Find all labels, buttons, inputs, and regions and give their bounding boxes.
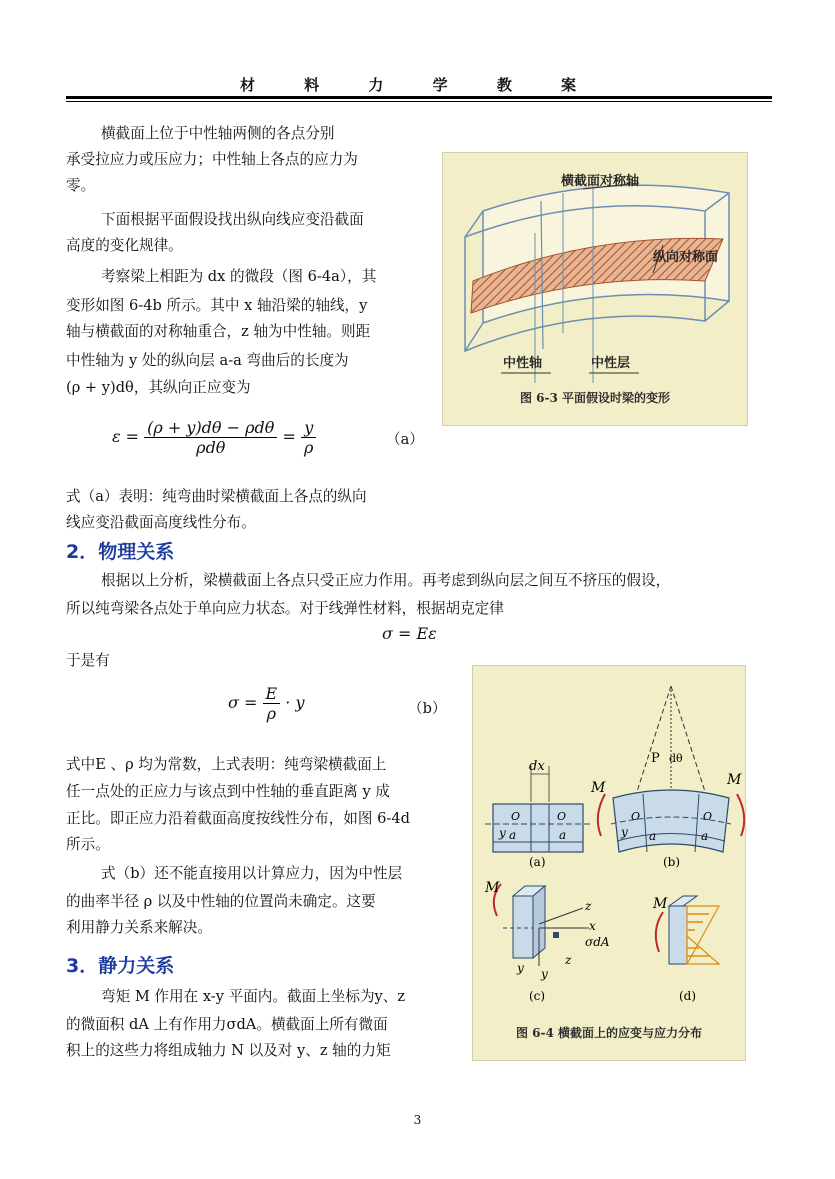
text-line: 所以纯弯梁各点处于单向应力状态。对于线弹性材料，根据胡克定律 bbox=[66, 600, 504, 617]
fig-c-y-label: y bbox=[517, 961, 524, 975]
eq-a-frac2 bbox=[301, 418, 316, 457]
fig-a-dx-label: dx bbox=[529, 759, 545, 774]
text-line: 零。 bbox=[66, 177, 96, 194]
fig-b-p-label: P bbox=[651, 751, 660, 766]
fig-c-m-label: M bbox=[485, 880, 500, 896]
eq-b-tag: （b） bbox=[408, 700, 447, 717]
text-line: 正比。即正应力沿着截面高度按线性分布，如图 6-4d bbox=[66, 810, 410, 827]
fig-b-m-label: M bbox=[727, 772, 742, 788]
text-line: 轴与横截面的对称轴重合，z 轴为中性轴。则距 bbox=[66, 323, 371, 340]
eq-a-den2: ρ bbox=[304, 438, 314, 457]
text-line: 弯矩 M 作用在 x-y 平面内。截面上坐标为y、z bbox=[101, 988, 406, 1005]
fig-b-a-label: a bbox=[649, 829, 657, 843]
equation-b bbox=[228, 684, 305, 723]
section-heading: 2．物理关系 bbox=[66, 541, 175, 563]
text-line: 任一点处的正应力与该点到中性轴的垂直距离 y 成 bbox=[66, 783, 390, 800]
text-line: 所示。 bbox=[66, 836, 110, 853]
fig-b-a-label: a bbox=[701, 829, 709, 843]
eq-b-num: E bbox=[263, 684, 281, 704]
fig-a-a-label: a bbox=[509, 828, 517, 842]
eq-a-lhs: ε = bbox=[112, 427, 140, 446]
figure-6-4-caption: 图 6-4 横截面上的应变与应力分布 bbox=[515, 1026, 703, 1040]
eq-a-den1: ρdθ bbox=[196, 438, 226, 457]
fig-b-dtheta-label: dθ bbox=[669, 752, 683, 765]
eq-a-frac1 bbox=[144, 418, 277, 457]
figure-6-3-caption: 图 6-3 平面假设时梁的变形 bbox=[519, 391, 671, 405]
fig-c-x-label: x bbox=[589, 919, 596, 933]
text-line: 线应变沿截面高度线性分布。 bbox=[66, 514, 256, 531]
text-line: 横截面上位于中性轴两侧的各点分别 bbox=[101, 125, 335, 142]
text-line: 根据以上分析，梁横截面上各点只受正应力作用。再考虑到纵向层之间互不挤压的假设， bbox=[101, 572, 671, 589]
eq-a-num1: (ρ + y)dθ − ρdθ bbox=[144, 418, 277, 438]
text-line: 变形如图 6-4b 所示。其中 x 轴沿梁的轴线，y bbox=[66, 297, 368, 314]
header-rule-thick bbox=[66, 96, 772, 99]
beam-deformation-diagram bbox=[443, 153, 747, 425]
fig-b-sublabel: (b) bbox=[663, 855, 681, 869]
fig-c-z-label: z bbox=[585, 899, 592, 913]
fig-b-o-label: O bbox=[703, 810, 713, 823]
fig-c-sda-label: σdA bbox=[585, 935, 610, 949]
text-line: 下面根据平面假设找出纵向线应变沿截面 bbox=[101, 211, 364, 228]
fig-a-segment bbox=[493, 804, 583, 852]
eq-a-tag: （a） bbox=[386, 431, 424, 448]
fig-d-m-label: M bbox=[653, 896, 668, 912]
label-symmetry-plane: 纵向对称面 bbox=[653, 250, 719, 265]
text-line: 的微面积 dA 上有作用力σdA。横截面上所有微面 bbox=[66, 1016, 388, 1033]
text-line: 利用静力关系来解决。 bbox=[66, 919, 212, 936]
fig-a-a-label: a bbox=[559, 828, 567, 842]
figure-6-3 bbox=[442, 152, 748, 426]
moment-arrow-icon bbox=[656, 912, 663, 952]
label-neutral-axis: 中性轴 bbox=[503, 356, 543, 371]
fig-a-o-label: O bbox=[511, 810, 521, 823]
eq-a-num2: y bbox=[301, 418, 316, 438]
text-line: 式（a）表明：纯弯曲时梁横截面上各点的纵向 bbox=[66, 488, 367, 505]
fig-a-o-label: O bbox=[557, 810, 567, 823]
fig-c-sublabel: (c) bbox=[529, 989, 546, 1003]
section-heading: 3．静力关系 bbox=[66, 955, 175, 977]
page-number: 3 bbox=[413, 1113, 422, 1127]
label-section-axis: 横截面对称轴 bbox=[561, 174, 640, 189]
equation-a: ε = $\frac{\text{(ρ + y)dθ − ρdθ}}{\text{ρdθ}}$ = $\frac{y}{\rho}$ bbox=[112, 418, 316, 457]
fig-a-y-label: y bbox=[499, 826, 506, 840]
eq-b-rhs: · y bbox=[285, 693, 305, 712]
text-line: 高度的变化规律。 bbox=[66, 237, 183, 254]
text-line: 式（b）还不能直接用以计算应力，因为中性层 bbox=[101, 865, 403, 882]
text-line: (ρ + y)dθ，其纵向正应变为 bbox=[66, 379, 251, 396]
fig-b-m-label: M bbox=[591, 780, 606, 796]
fig-c-z-label: z bbox=[565, 953, 572, 967]
fig-c-block bbox=[513, 896, 533, 958]
fig-a-sublabel: (a) bbox=[529, 855, 546, 869]
text-line: 式中E 、ρ 均为常数，上式表明：纯弯梁横截面上 bbox=[66, 756, 387, 773]
text-line: 中性轴为 y 处的纵向层 a-a 弯曲后的长度为 bbox=[66, 352, 349, 369]
fig-b-y-label: y bbox=[621, 825, 628, 839]
eq-b-den: ρ bbox=[266, 704, 277, 723]
moment-arrow-icon bbox=[598, 794, 605, 836]
text-line: 的曲率半径 ρ 以及中性轴的位置尚未确定。这要 bbox=[66, 893, 376, 910]
label-neutral-layer: 中性层 bbox=[591, 356, 631, 371]
figure-6-4 bbox=[472, 665, 746, 1061]
moment-arrow-icon bbox=[737, 794, 744, 836]
eq-b-frac bbox=[263, 684, 281, 723]
fig-b-o-label: O bbox=[631, 810, 641, 823]
strain-stress-diagram bbox=[473, 666, 745, 1060]
eq-b-lhs: σ = bbox=[228, 693, 258, 712]
header-rule-thin bbox=[66, 101, 772, 102]
fig-c-y-label: y bbox=[541, 967, 548, 981]
text-line: 考察梁上相距为 dx 的微段（图 6-4a），其 bbox=[101, 268, 377, 285]
page-header: 材 料 力 学 教 案 bbox=[239, 76, 599, 94]
text-line: 于是有 bbox=[66, 652, 110, 669]
hooke-law: σ = Eε bbox=[382, 624, 437, 643]
fig-d-sublabel: (d) bbox=[679, 989, 697, 1003]
text-line: 承受拉应力或压应力；中性轴上各点的应力为 bbox=[66, 151, 358, 168]
fig-d-block bbox=[669, 906, 687, 964]
text-line: 积上的这些力将组成轴力 N 以及对 y、z 轴的力矩 bbox=[66, 1042, 391, 1059]
